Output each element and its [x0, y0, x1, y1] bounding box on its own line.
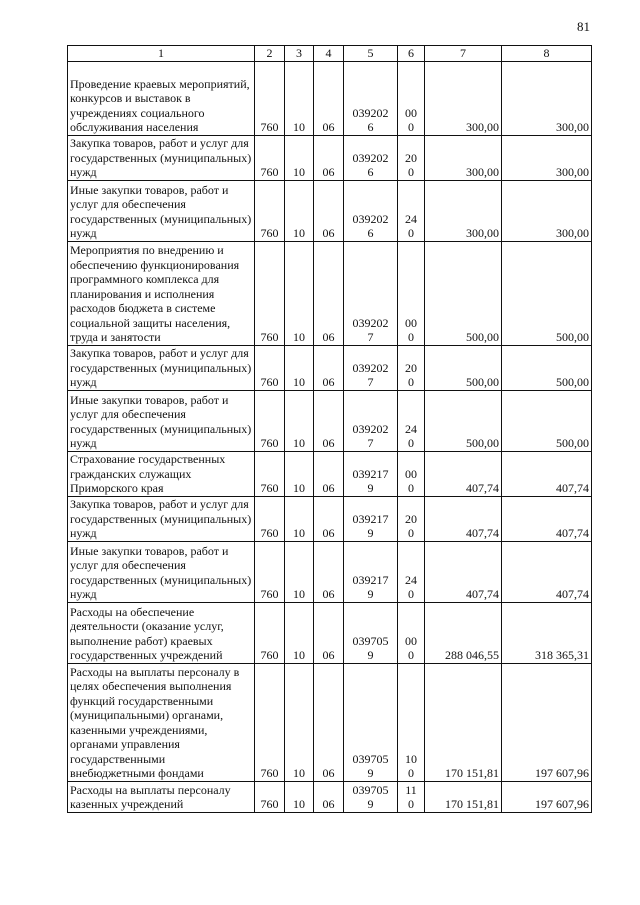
row-code-3: 10	[285, 390, 314, 451]
row-code-6-line: 0	[408, 797, 414, 811]
row-code-6	[398, 135, 425, 180]
row-code-5-line: 039202	[352, 211, 389, 226]
row-code-5-line: 7	[367, 375, 374, 389]
col-header-5: 5	[344, 46, 398, 62]
row-code-5-line: 039202	[352, 105, 389, 120]
row-code-6-line: 0	[408, 526, 414, 540]
row-code-5	[344, 541, 398, 602]
row-code-5	[344, 345, 398, 390]
row-code-5-line: 039705	[352, 751, 389, 766]
table-row	[68, 345, 592, 390]
row-code-6	[398, 496, 425, 541]
row-code-6-line: 0	[408, 481, 414, 495]
row-code-3: 10	[285, 602, 314, 663]
row-code-5-line: 9	[367, 766, 374, 780]
row-code-5-line: 039217	[352, 466, 389, 481]
row-code-2: 760	[255, 663, 285, 781]
row-amount-8: 407,74	[502, 496, 592, 541]
row-code-5-line: 039202	[352, 150, 389, 165]
row-code-6-line: 0	[408, 436, 414, 450]
row-amount-8: 500,00	[502, 390, 592, 451]
row-code-5-line: 6	[367, 165, 374, 179]
row-amount-7: 288 046,55	[425, 602, 502, 663]
row-name: Иные закупки товаров, работ и услуг для обеспечения государственных (муниципальных) нужд	[68, 390, 255, 451]
row-name: Закупка товаров, работ и услуг для государственных (муниципальных) нужд	[68, 496, 255, 541]
row-amount-8: 407,74	[502, 451, 592, 496]
row-code-4: 06	[314, 241, 344, 345]
row-name: Проведение краевых мероприятий, конкурсов и выставок в учреждениях социального обслуживания населения	[68, 61, 255, 135]
row-code-4: 06	[314, 180, 344, 241]
row-code-4: 06	[314, 541, 344, 602]
row-amount-7: 300,00	[425, 61, 502, 135]
row-amount-8: 407,74	[502, 541, 592, 602]
row-code-5-line: 039705	[352, 782, 389, 797]
row-code-3: 10	[285, 781, 314, 812]
row-code-4: 06	[314, 390, 344, 451]
row-amount-7: 407,74	[425, 451, 502, 496]
row-code-6-line: 24	[405, 211, 417, 226]
row-code-6	[398, 241, 425, 345]
row-code-2: 760	[255, 496, 285, 541]
row-code-6-line: 00	[405, 315, 417, 330]
row-code-4: 06	[314, 61, 344, 135]
row-code-5	[344, 496, 398, 541]
row-code-5-line: 039705	[352, 633, 389, 648]
row-code-2: 760	[255, 61, 285, 135]
row-code-2: 760	[255, 390, 285, 451]
table-row	[68, 180, 592, 241]
row-amount-8: 197 607,96	[502, 781, 592, 812]
row-code-3: 10	[285, 61, 314, 135]
row-code-5	[344, 390, 398, 451]
row-code-6-line: 11	[405, 782, 417, 797]
row-code-6-line: 00	[405, 105, 417, 120]
page-number: 81	[577, 19, 590, 34]
row-name: Мероприятия по внедрению и обеспечению функционирования программного комплекса для планирования и исполнения расходов бюджета в системе социальной защиты населения, труда и занятости	[68, 241, 255, 345]
row-code-2: 760	[255, 135, 285, 180]
row-code-5	[344, 602, 398, 663]
row-code-4: 06	[314, 135, 344, 180]
row-code-5-line: 9	[367, 526, 374, 540]
row-amount-8: 318 365,31	[502, 602, 592, 663]
row-code-4: 06	[314, 345, 344, 390]
row-code-2: 760	[255, 602, 285, 663]
col-header-1: 1	[68, 46, 255, 62]
row-code-2: 760	[255, 180, 285, 241]
col-header-4: 4	[314, 46, 344, 62]
row-code-2: 760	[255, 541, 285, 602]
table-row	[68, 663, 592, 781]
row-code-6-line: 0	[408, 587, 414, 601]
row-code-6-line: 00	[405, 633, 417, 648]
row-code-3: 10	[285, 451, 314, 496]
table-row	[68, 602, 592, 663]
row-code-5-line: 039202	[352, 315, 389, 330]
row-code-6	[398, 602, 425, 663]
row-code-5-line: 9	[367, 481, 374, 495]
row-name: Закупка товаров, работ и услуг для государственных (муниципальных) нужд	[68, 135, 255, 180]
row-code-3: 10	[285, 135, 314, 180]
table-row	[68, 781, 592, 812]
row-code-5-line: 7	[367, 330, 374, 344]
row-code-6-line: 0	[408, 226, 414, 240]
table-row	[68, 496, 592, 541]
row-code-3: 10	[285, 541, 314, 602]
col-header-7: 7	[425, 46, 502, 62]
table-row	[68, 135, 592, 180]
col-header-6: 6	[398, 46, 425, 62]
row-code-5-line: 9	[367, 648, 374, 662]
row-code-6-line: 24	[405, 572, 417, 587]
row-code-2: 760	[255, 241, 285, 345]
row-code-5-line: 039202	[352, 421, 389, 436]
col-header-8: 8	[502, 46, 592, 62]
row-code-4: 06	[314, 602, 344, 663]
row-name: Расходы на обеспечение деятельности (оказание услуг, выполнение работ) краевых государственных учреждений	[68, 602, 255, 663]
row-code-5-line: 6	[367, 120, 374, 134]
table-row	[68, 390, 592, 451]
row-amount-7: 170 151,81	[425, 663, 502, 781]
budget-table	[67, 45, 592, 813]
row-code-5-line: 9	[367, 797, 374, 811]
row-amount-8: 300,00	[502, 135, 592, 180]
row-code-4: 06	[314, 781, 344, 812]
row-code-5-line: 039217	[352, 511, 389, 526]
row-code-5-line: 6	[367, 226, 374, 240]
row-amount-8: 300,00	[502, 180, 592, 241]
row-code-3: 10	[285, 180, 314, 241]
row-amount-7: 500,00	[425, 241, 502, 345]
row-amount-8: 500,00	[502, 241, 592, 345]
row-amount-7: 170 151,81	[425, 781, 502, 812]
row-amount-8: 300,00	[502, 61, 592, 135]
row-code-5-line: 7	[367, 436, 374, 450]
table-row	[68, 451, 592, 496]
row-code-6-line: 0	[408, 766, 414, 780]
row-name: Расходы на выплаты персоналу казенных учреждений	[68, 781, 255, 812]
row-code-3: 10	[285, 345, 314, 390]
row-amount-8: 500,00	[502, 345, 592, 390]
row-code-6-line: 20	[405, 360, 417, 375]
row-code-6	[398, 541, 425, 602]
row-code-5	[344, 241, 398, 345]
row-code-6-line: 00	[405, 466, 417, 481]
table-row	[68, 61, 592, 135]
row-code-6	[398, 663, 425, 781]
row-code-5	[344, 781, 398, 812]
row-code-5-line: 039217	[352, 572, 389, 587]
row-amount-7: 500,00	[425, 345, 502, 390]
row-amount-8: 197 607,96	[502, 663, 592, 781]
row-code-6-line: 0	[408, 120, 414, 134]
row-amount-7: 300,00	[425, 180, 502, 241]
row-code-6	[398, 180, 425, 241]
table-row	[68, 241, 592, 345]
col-header-2: 2	[255, 46, 285, 62]
row-code-4: 06	[314, 663, 344, 781]
row-name: Иные закупки товаров, работ и услуг для обеспечения государственных (муниципальных) нужд	[68, 180, 255, 241]
row-code-5	[344, 451, 398, 496]
row-code-3: 10	[285, 241, 314, 345]
row-code-5	[344, 61, 398, 135]
row-code-2: 760	[255, 451, 285, 496]
row-code-6-line: 0	[408, 375, 414, 389]
row-code-6-line: 0	[408, 330, 414, 344]
row-code-6	[398, 451, 425, 496]
row-code-6-line: 10	[405, 751, 417, 766]
row-name: Расходы на выплаты персоналу в целях обеспечения выполнения функций государственными (муниципальными) органами, казенными учреждениями, органами управления государственными внебюджетными фондами	[68, 663, 255, 781]
row-code-5	[344, 663, 398, 781]
row-code-2: 760	[255, 781, 285, 812]
row-code-4: 06	[314, 496, 344, 541]
row-name: Закупка товаров, работ и услуг для государственных (муниципальных) нужд	[68, 345, 255, 390]
col-header-3: 3	[285, 46, 314, 62]
row-code-3: 10	[285, 496, 314, 541]
row-code-4: 06	[314, 451, 344, 496]
row-amount-7: 407,74	[425, 541, 502, 602]
row-amount-7: 300,00	[425, 135, 502, 180]
row-name: Страхование государственных гражданских служащих Приморского края	[68, 451, 255, 496]
row-code-6	[398, 390, 425, 451]
row-code-6-line: 0	[408, 648, 414, 662]
header-row	[68, 46, 592, 62]
row-code-3: 10	[285, 663, 314, 781]
row-code-6-line: 24	[405, 421, 417, 436]
row-code-6	[398, 781, 425, 812]
row-code-6-line: 0	[408, 165, 414, 179]
row-code-5-line: 9	[367, 587, 374, 601]
row-code-6	[398, 61, 425, 135]
table-row	[68, 541, 592, 602]
row-amount-7: 500,00	[425, 390, 502, 451]
row-code-6-line: 20	[405, 511, 417, 526]
row-name: Иные закупки товаров, работ и услуг для обеспечения государственных (муниципальных) нужд	[68, 541, 255, 602]
row-code-6	[398, 345, 425, 390]
row-code-5	[344, 180, 398, 241]
row-code-2: 760	[255, 345, 285, 390]
row-amount-7: 407,74	[425, 496, 502, 541]
row-code-6-line: 20	[405, 150, 417, 165]
row-code-5-line: 039202	[352, 360, 389, 375]
row-code-5	[344, 135, 398, 180]
